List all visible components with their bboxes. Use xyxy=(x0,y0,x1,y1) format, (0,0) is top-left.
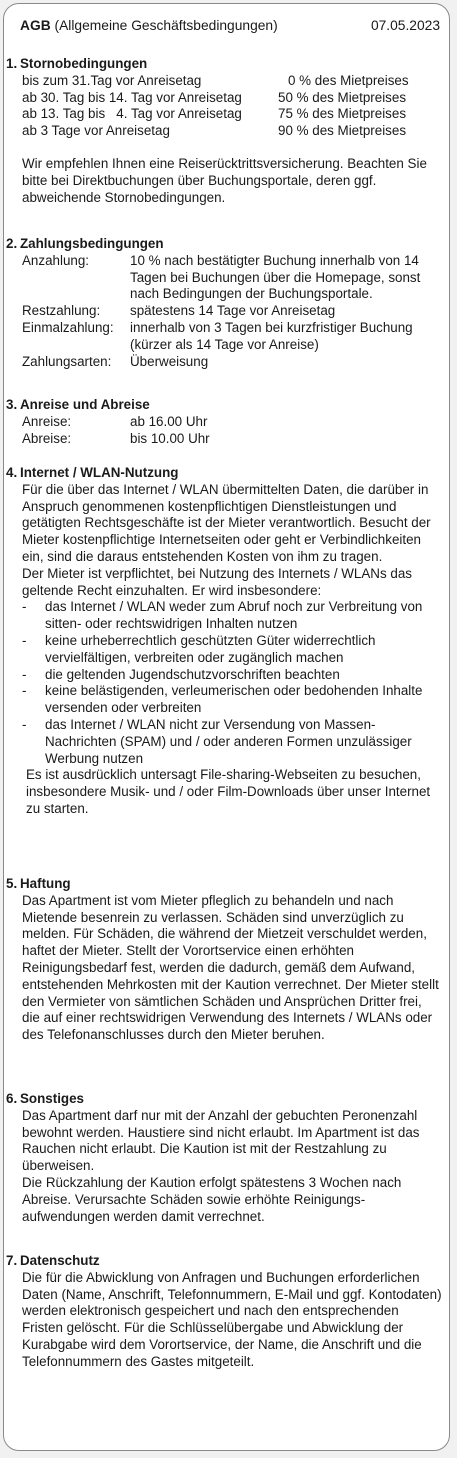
section-anreise xyxy=(6,397,446,447)
payment-row: Zahlungsarten: Überweisung xyxy=(22,353,209,369)
section-sonstiges xyxy=(6,1091,446,1225)
section-zahlung xyxy=(6,236,446,370)
section-internet xyxy=(6,465,446,818)
storno-row: bis zum 31.Tag vor Anreisetag 0 % des Mietpreises xyxy=(22,72,409,88)
header-title-bold: AGB xyxy=(20,18,51,33)
document-header xyxy=(20,18,440,35)
internet-paragraph: Für die über das Internet / WLAN übermittelten Daten, die darüber in Anspruch genommenen kostenpflichtigen Dienstleistungen und getätigten Rechtsgeschäfte ist der Mieter verantwortlich. Besucht der Mieter kostenpflichtige Internetseiten oder geht er Verbindlichkeiten ein, sind die daraus entstehenden Kosten von ihm zu tragen. xyxy=(22,481,431,564)
section-datenschutz xyxy=(6,1253,446,1371)
storno-row: ab 30. Tag bis 14. Tag vor Anreisetag 50 % des Mietpreises xyxy=(22,89,407,105)
list-item: - keine belästigenden, verleumerischen oder bedohenden Inhalte versenden oder verbreiten xyxy=(22,683,423,716)
header-title: (Allgemeine Geschäftsbedingungen) xyxy=(50,18,278,33)
section-title: 4. Internet / WLAN-Nutzung xyxy=(6,465,179,480)
section-title: 2. Zahlungsbedingungen xyxy=(6,236,164,251)
misc-paragraph: Das Apartment darf nur mit der Anzahl der gebuchten Peronenzahl bewohnt werden. Haustiere sind nicht erlaubt. Im Apartment ist das Rauchen nicht erlaubt. Die Kaution ist mit der Restzahlung zu überweisen. xyxy=(22,1107,420,1174)
internet-paragraph: Es ist ausdrücklich untersagt File-sharing-Webseiten zu besuchen, insbesondere Musik- und / oder Film-Downloads über unser Internet zu starten. xyxy=(26,767,431,816)
payment-row: Anzahlung: 10 % nach bestätigter Buchung innerhalb von 14 Tagen bei Buchungen über die Homepage, sonst nach Bedingungen der Buchungsportale. xyxy=(22,252,421,302)
header-date: 07.05.2023 xyxy=(370,18,440,33)
storno-row: ab 3 Tage vor Anreisetag 90 % des Mietpreises xyxy=(22,123,407,139)
liability-paragraph: Das Apartment ist vom Mieter pfleglich zu behandeln und nach Mietende besenrein zu verlassen. Schäden sind unverzüglich zu melden. Für Schäden, die während der Mietzeit verschuldet werden, haftet der Mieter. Stellt der Vorortservice einen erhöhten Reinigungsbedarf fest, werden die dadurch, gemäß dem Aufwand, entstehenden Mehrkosten mit der Kaution verrechnet. Der Mieter stellt den Vermieter von sämtlichen Schäden und Ansprüchen Dritter frei, die auf einer rechtswidrigen Verwendung des Internets / WLANs oder des Telefonanschlusses durch den Mieter beruhen. xyxy=(22,892,439,1043)
list-item: - keine urheberrechtlich geschützten Güter widerrechtlich vervielfältigen, verbreiten oder zugänglich machen xyxy=(22,632,376,665)
list-item: - die geltenden Jugendschutzvorschriften beachten xyxy=(22,666,340,682)
arrival-row: Anreise: ab 16.00 Uhr xyxy=(22,413,208,429)
payment-row: Restzahlung: spätestens 14 Tage vor Anreisetag xyxy=(22,303,336,319)
misc-paragraph: Die Rückzahlung der Kaution erfolgt spätestens 3 Wochen nach Abreise. Verursachte Schäden sowie erhöhte Reinigungs-aufwendungen werden damit verrechnet. xyxy=(22,1174,402,1224)
payment-row: Einmalzahlung: innerhalb von 3 Tagen bei kurzfristiger Buchung (kürzer als 14 Tage vor Anreise) xyxy=(22,319,413,352)
section-title: 3. Anreise und Abreise xyxy=(6,397,150,412)
storno-note: Wir empfehlen Ihnen eine Reiserücktrittsversicherung. Beachten Sie bitte bei Direktbuchungen über Buchungsportale, deren ggf. abweichende Stornobedingungen. xyxy=(22,155,427,205)
storno-row: ab 13. Tag bis 4. Tag vor Anreisetag 75 % des Mietpreises xyxy=(22,106,407,122)
section-haftung xyxy=(6,876,446,1044)
section-title: 1. Stornobedingungen xyxy=(6,56,148,71)
list-item: - das Internet / WLAN weder zum Abruf noch zur Verbreitung von sitten- oder rechtswidrigen Inhalten nutzen xyxy=(22,599,423,632)
list-item: - das Internet / WLAN nicht zur Versendung von Massen-Nachrichten (SPAM) und / oder anderen Formen unzulässiger Werbung nutzen xyxy=(22,716,412,766)
departure-row: Abreise: bis 10.00 Uhr xyxy=(22,430,210,446)
privacy-paragraph: Die für die Abwicklung von Anfragen und Buchungen erforderlichen Daten (Name, Anschrift, Telefonnummern, E-Mail und ggf. Kontodaten) werden elektronisch gespeichert und nach den entsprechenden Fristen gelöscht. Für die Schlüsselübergabe und Abwicklung der Kurabgabe wird dem Vorortservice, der Name, die Anschrift und die Telefonnummern des Gastes mitgeteilt. xyxy=(22,1269,442,1369)
section-title: 6. Sonstiges xyxy=(6,1091,84,1106)
internet-paragraph: Der Mieter ist verpflichtet, bei Nutzung des Internets / WLANs das geltende Recht einzuhalten. Er wird insbesondere: xyxy=(22,565,412,598)
section-storno xyxy=(6,56,446,206)
section-title: 7. Datenschutz xyxy=(6,1253,100,1268)
section-title: 5. Haftung xyxy=(6,876,71,891)
